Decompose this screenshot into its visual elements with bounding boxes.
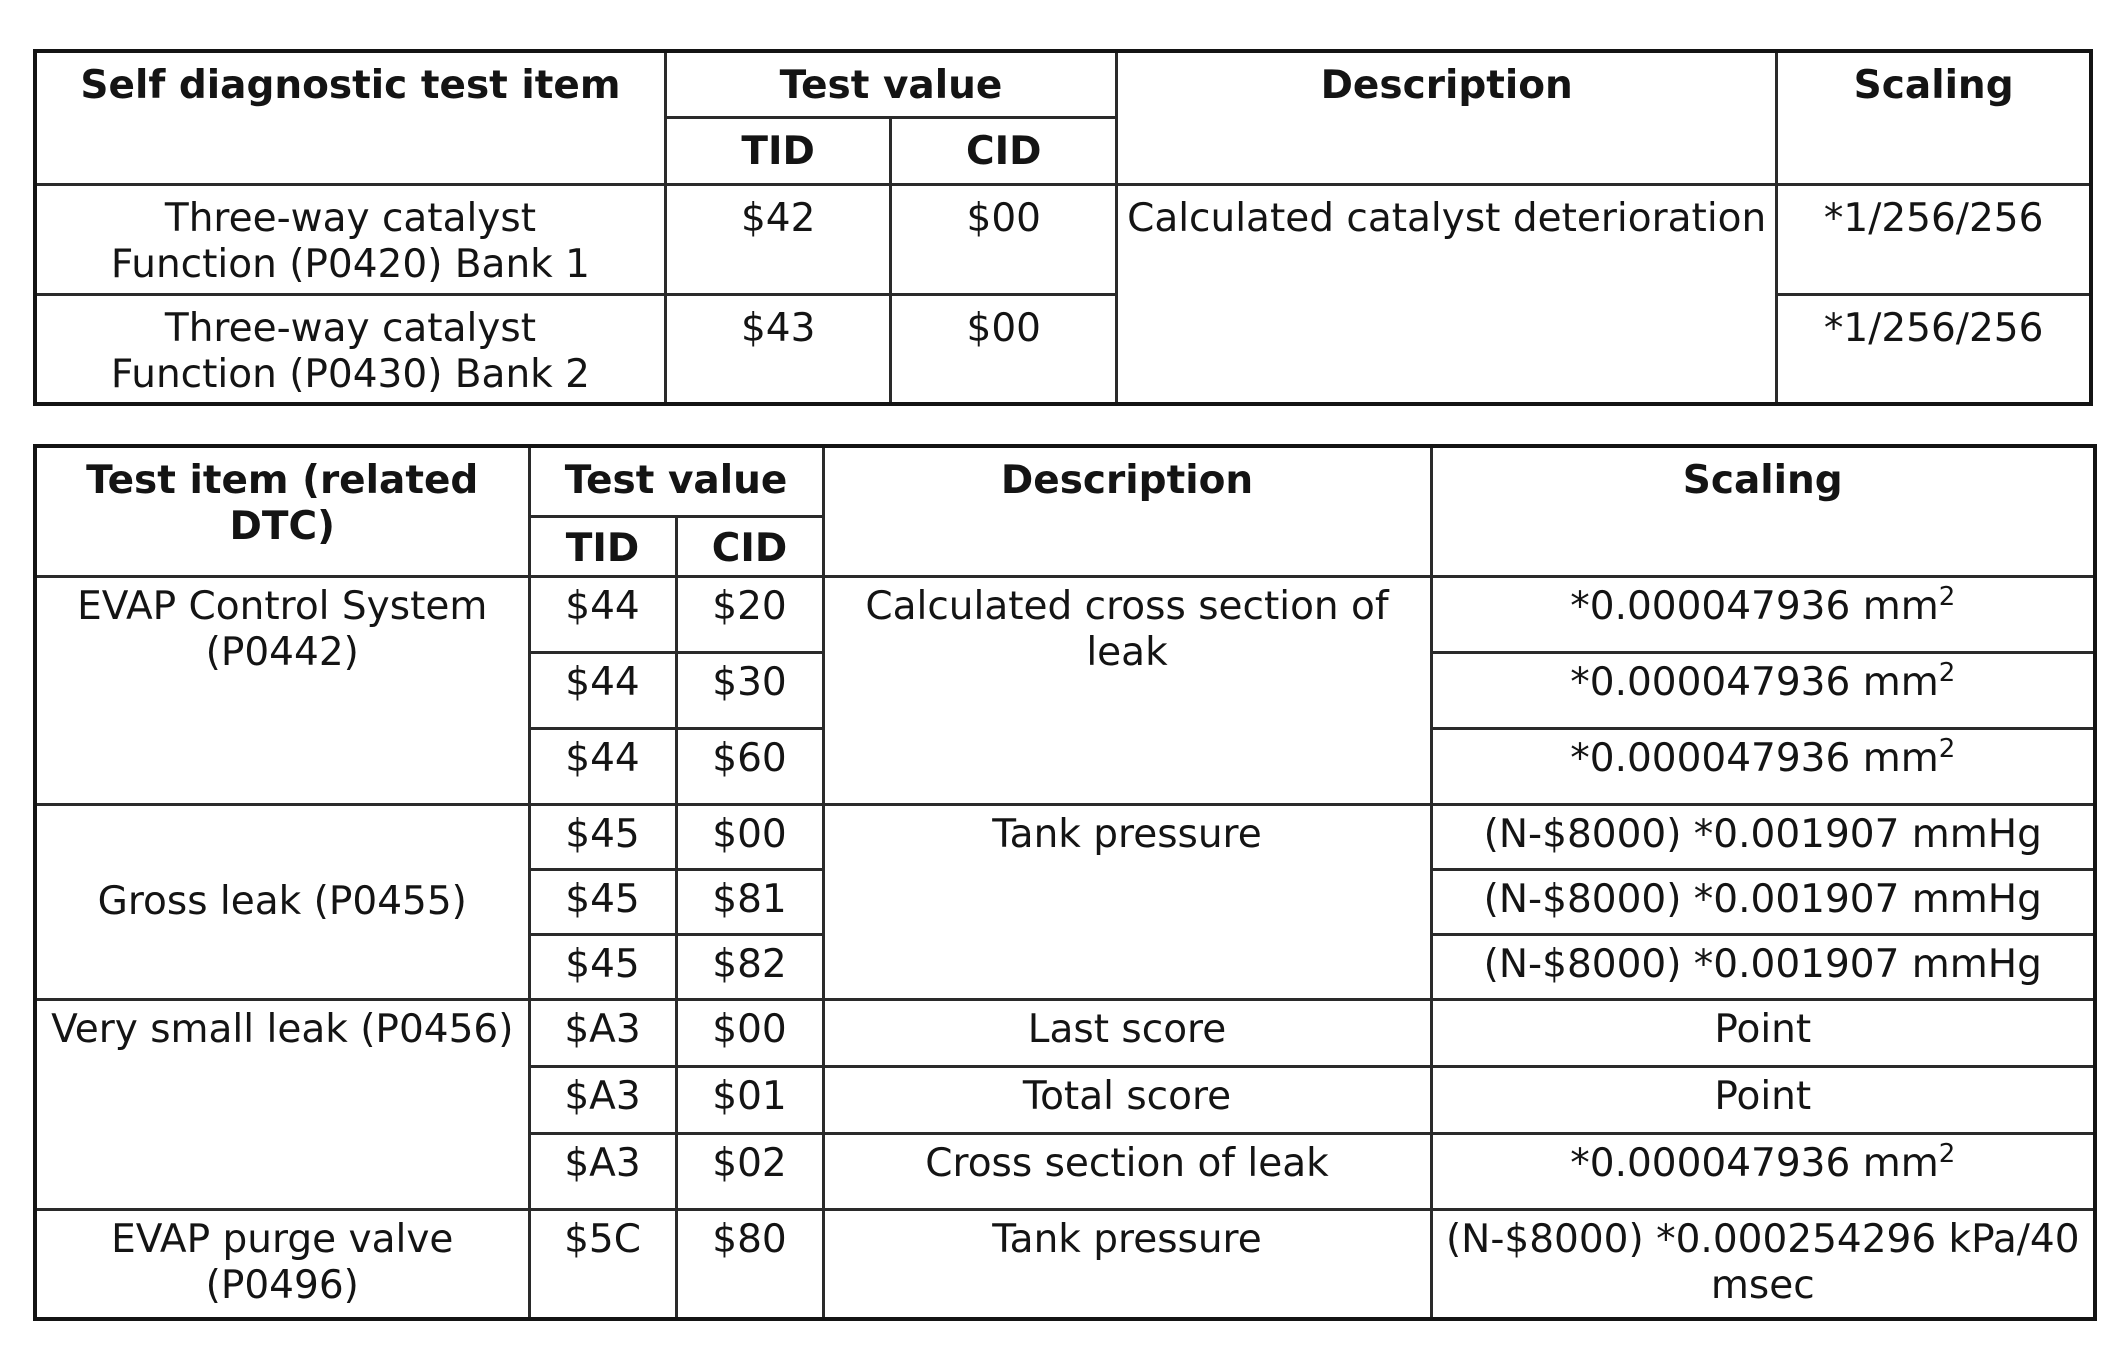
cid-cell: $02 bbox=[676, 1133, 823, 1209]
cid-cell: $80 bbox=[676, 1209, 823, 1319]
header-cid: CID bbox=[891, 117, 1117, 184]
cid-cell: $01 bbox=[676, 1066, 823, 1133]
test-item-line: Three-way catalyst bbox=[164, 305, 536, 351]
header-test-value: Test value bbox=[665, 51, 1116, 117]
tid-cell: $45 bbox=[529, 804, 676, 869]
cid-cell: $00 bbox=[676, 804, 823, 869]
header-tid: TID bbox=[529, 516, 676, 576]
header-description: Description bbox=[823, 446, 1431, 576]
test-item-line: Function (P0420) Bank 1 bbox=[110, 241, 590, 287]
header-test-item: Test item (related DTC) bbox=[35, 446, 529, 576]
test-item-line: Three-way catalyst bbox=[164, 195, 536, 241]
tid-cell: $A3 bbox=[529, 1133, 676, 1209]
scaling-cell: (N-$8000) *0.000254296 kPa/40 msec bbox=[1431, 1209, 2095, 1319]
header-scaling: Scaling bbox=[1777, 51, 2091, 184]
scaling-text: *0.000047936 mm bbox=[1570, 735, 1939, 781]
tid-cell: $44 bbox=[529, 728, 676, 804]
test-item-cell: Gross leak (P0455) bbox=[35, 804, 529, 999]
description-cell: Cross section of leak bbox=[823, 1133, 1431, 1209]
scaling-cell bbox=[1431, 728, 2095, 804]
cid-cell: $00 bbox=[891, 294, 1117, 404]
table-row bbox=[35, 294, 2091, 404]
scaling-text: *0.000047936 mm bbox=[1570, 583, 1939, 629]
test-item-cell: EVAP purge valve (P0496) bbox=[35, 1209, 529, 1319]
description-cell: Total score bbox=[823, 1066, 1431, 1133]
test-item-cell bbox=[35, 294, 665, 404]
cid-cell: $82 bbox=[676, 934, 823, 999]
scaling-text: *0.000047936 mm bbox=[1570, 659, 1939, 705]
superscript: 2 bbox=[1938, 657, 1956, 688]
cid-cell: $81 bbox=[676, 869, 823, 934]
scaling-text: *0.000047936 mm bbox=[1570, 1140, 1939, 1186]
catalyst-test-table bbox=[33, 49, 2093, 406]
tid-cell: $42 bbox=[665, 184, 891, 294]
scaling-cell: Point bbox=[1431, 1066, 2095, 1133]
superscript: 2 bbox=[1938, 1138, 1956, 1169]
evap-test-table bbox=[33, 444, 2097, 1321]
test-item-cell: Very small leak (P0456) bbox=[35, 999, 529, 1209]
description-cell: Last score bbox=[823, 999, 1431, 1066]
scaling-cell bbox=[1431, 576, 2095, 652]
cid-cell: $00 bbox=[676, 999, 823, 1066]
description-cell: Tank pressure bbox=[823, 804, 1431, 999]
description-cell: Calculated catalyst deterioration bbox=[1117, 184, 1777, 404]
cid-cell: $00 bbox=[891, 184, 1117, 294]
superscript: 2 bbox=[1938, 733, 1956, 764]
cid-cell: $20 bbox=[676, 576, 823, 652]
tid-cell: $45 bbox=[529, 934, 676, 999]
scaling-cell: *1/256/256 bbox=[1777, 184, 2091, 294]
header-scaling: Scaling bbox=[1431, 446, 2095, 576]
header-self-diagnostic-test-item: Self diagnostic test item bbox=[35, 51, 665, 184]
scaling-cell: (N-$8000) *0.001907 mmHg bbox=[1431, 869, 2095, 934]
superscript: 2 bbox=[1938, 581, 1956, 612]
test-item-line: Function (P0430) Bank 2 bbox=[110, 351, 590, 397]
table-row bbox=[35, 576, 2095, 652]
scaling-cell: *1/256/256 bbox=[1777, 294, 2091, 404]
tid-cell: $A3 bbox=[529, 999, 676, 1066]
scaling-cell bbox=[1431, 1133, 2095, 1209]
scaling-cell: Point bbox=[1431, 999, 2095, 1066]
header-description: Description bbox=[1117, 51, 1777, 184]
description-cell: Tank pressure bbox=[823, 1209, 1431, 1319]
table-row bbox=[35, 1209, 2095, 1319]
table-row bbox=[35, 999, 2095, 1066]
scaling-cell: (N-$8000) *0.001907 mmHg bbox=[1431, 804, 2095, 869]
scaling-cell: (N-$8000) *0.001907 mmHg bbox=[1431, 934, 2095, 999]
table-row bbox=[35, 184, 2091, 294]
tid-cell: $A3 bbox=[529, 1066, 676, 1133]
tid-cell: $43 bbox=[665, 294, 891, 404]
cid-cell: $30 bbox=[676, 652, 823, 728]
tid-cell: $5C bbox=[529, 1209, 676, 1319]
table-row bbox=[35, 804, 2095, 869]
tid-cell: $45 bbox=[529, 869, 676, 934]
tid-cell: $44 bbox=[529, 652, 676, 728]
cid-cell: $60 bbox=[676, 728, 823, 804]
header-cid: CID bbox=[676, 516, 823, 576]
test-item-cell bbox=[35, 184, 665, 294]
test-item-cell: EVAP Control System (P0442) bbox=[35, 576, 529, 804]
description-cell: Calculated cross section of leak bbox=[823, 576, 1431, 804]
header-tid: TID bbox=[665, 117, 891, 184]
tid-cell: $44 bbox=[529, 576, 676, 652]
scaling-cell bbox=[1431, 652, 2095, 728]
header-test-value: Test value bbox=[529, 446, 823, 516]
